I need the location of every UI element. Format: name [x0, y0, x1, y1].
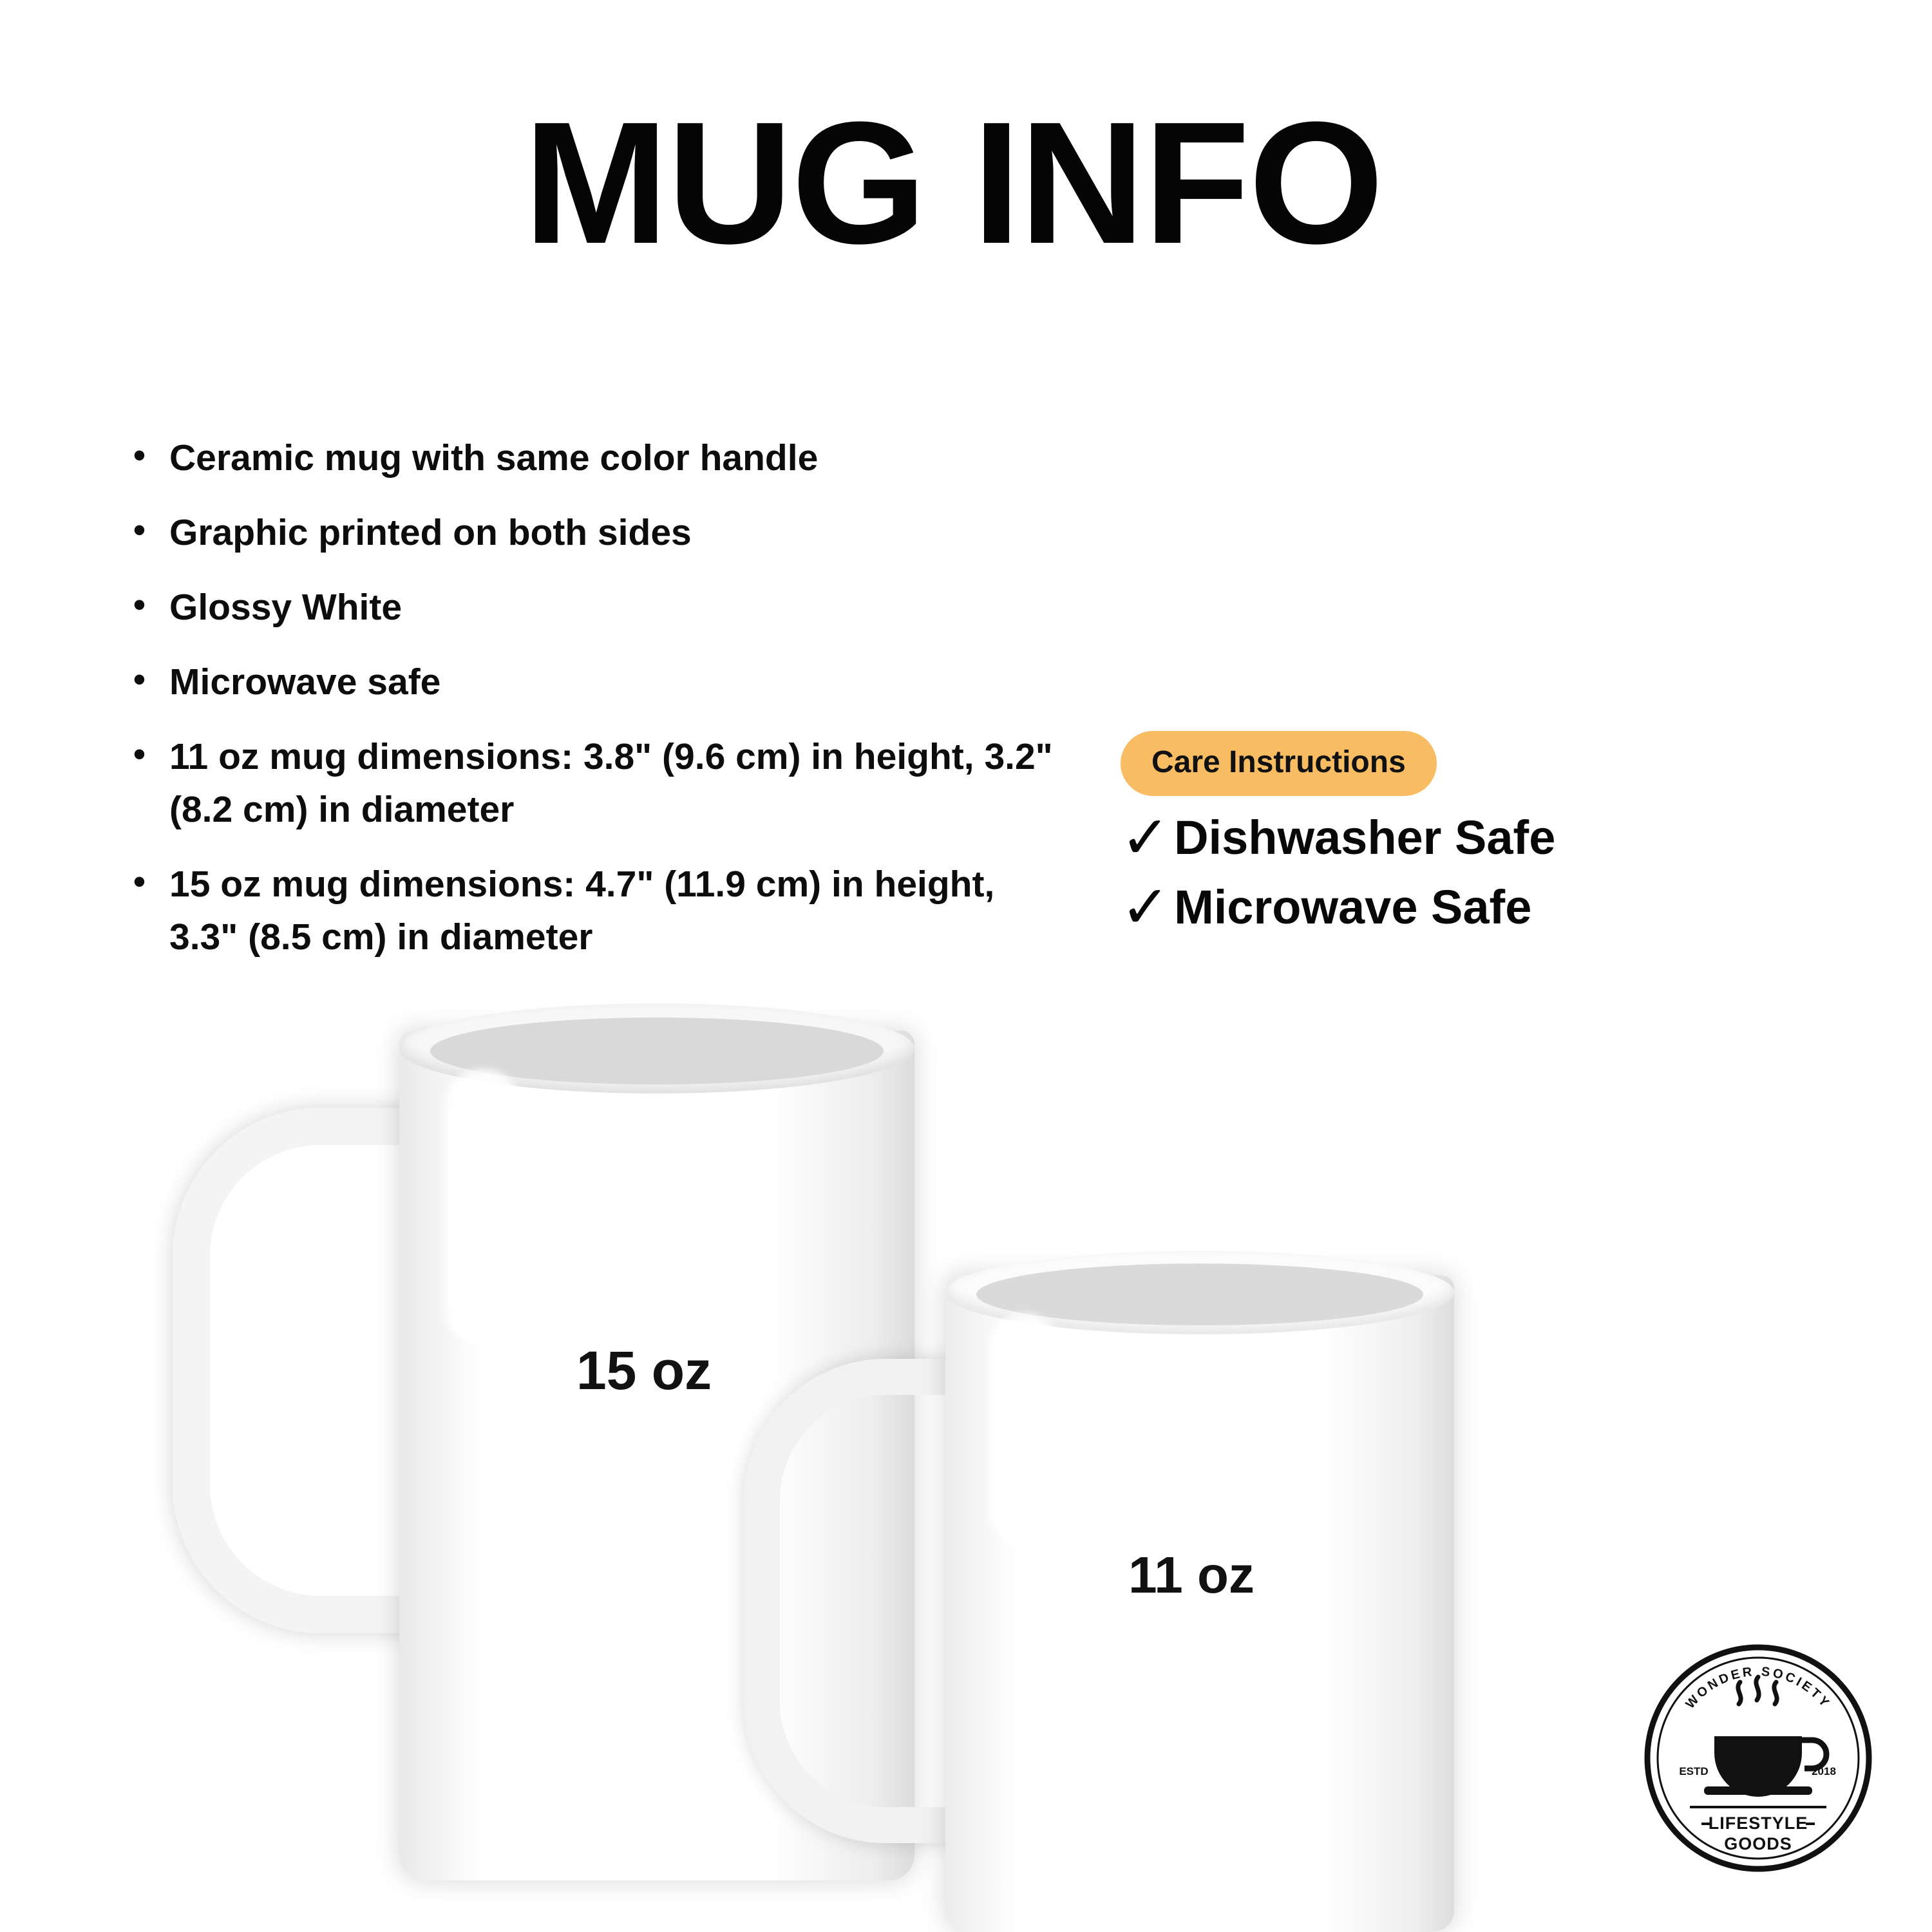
list-item: • Ceramic mug with same color handle: [119, 431, 1072, 484]
coffee-cup-icon: [1704, 1736, 1826, 1797]
mug-15oz-highlight: [444, 1069, 522, 1346]
mug-15oz-label: 15 oz: [576, 1340, 712, 1401]
list-item: • Glossy White: [119, 581, 1072, 634]
brand-year: 2018: [1812, 1765, 1836, 1777]
brand-bottom-line2: GOODS: [1724, 1834, 1792, 1853]
steam-icon: [1738, 1677, 1777, 1704]
list-item: • 11 oz mug dimensions: 3.8" (9.6 cm) in height, 3.2" (8.2 cm) in diameter: [119, 730, 1072, 836]
list-item: • 15 oz mug dimensions: 4.7" (11.9 cm) in height, 3.3" (8.5 cm) in diameter: [119, 858, 1072, 963]
list-item: • Microwave safe: [119, 656, 1072, 708]
list-item: • Graphic printed on both sides: [119, 506, 1072, 559]
mug-11oz-label: 11 oz: [1128, 1546, 1255, 1604]
care-item-label: Microwave Safe: [1174, 880, 1532, 934]
brand-bottom-line1: LIFESTYLE: [1708, 1814, 1808, 1833]
brand-estd-label: ESTD: [1679, 1765, 1709, 1777]
brand-badge-icon: [1642, 1642, 1874, 1874]
care-item-microwave: [1121, 875, 1829, 940]
mug-11oz-interior: [976, 1264, 1423, 1325]
check-icon: ✓: [1121, 875, 1171, 940]
care-item-label: Dishwasher Safe: [1174, 811, 1556, 864]
mug-11oz-highlight: [989, 1314, 1060, 1546]
care-instructions-block: [1121, 731, 1829, 940]
check-icon: ✓: [1121, 805, 1171, 871]
feature-list: [119, 431, 1072, 985]
brand-badge: [1642, 1642, 1874, 1874]
brand-top-text: WONDER SOCIETY: [1683, 1664, 1833, 1712]
care-item-dishwasher: [1121, 805, 1829, 871]
page-title: MUG INFO: [524, 86, 1383, 280]
care-instructions-badge: Care Instructions: [1121, 731, 1437, 796]
